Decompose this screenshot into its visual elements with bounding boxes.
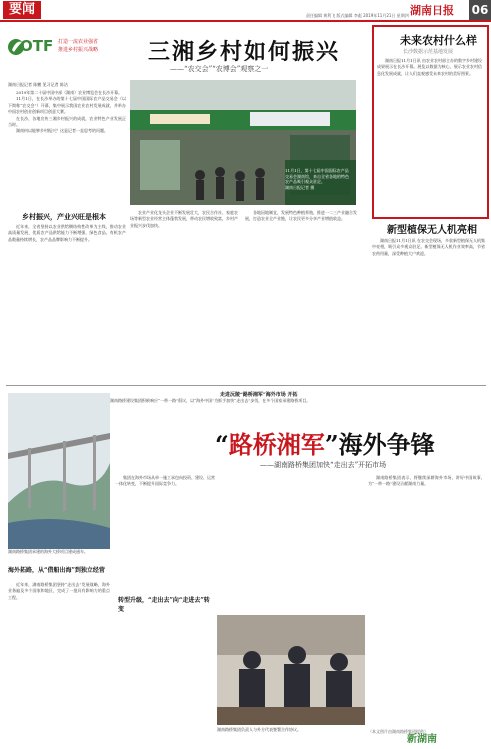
lead-paragraph: 在长沙，各地宣传三湘乡村振兴的成就，农业特色产业发展正当时。 [8, 115, 126, 128]
feature-banner-line-2: 湖南路桥建设集团积极响应“一带一路”倡议，以“海外中国”为抓手加快“走出去”步伐，在多个国家承建路桥项目。 [110, 398, 311, 403]
feature-headline [215, 425, 435, 460]
feature-column-2-text: 集团在海外市场从单一施工承包向投资、建设、运营一体化转变，不断提升国际竞争力。 [115, 475, 215, 487]
feature-column-3 [368, 475, 485, 488]
section-tag: 要闻 [3, 1, 41, 19]
lead-column-1b [8, 224, 126, 243]
lead-paragraph: 2019年第二十届中国中部（湖南）农业博览会在长沙开幕。 [16, 90, 123, 95]
feature-column-3-text: 湖南路桥集团表示，将继续深耕海外市场，讲好中国故事，为“一带一路”建设贡献湖南力量。 [368, 475, 485, 487]
photo-credit: 湖南日报记者 摄 [285, 184, 315, 190]
feature-banner-line-1: 走进沅陵“路桥湘军”海外市场 开拓 [220, 392, 298, 398]
lead-paragraph: 11月1日，在长沙举办的第十七届中国国际农产品交易会（以下简称“农交会”）开幕，集中展示我国农业农村发展成就，并举办中国农村创业创新项目创意大赛。 [8, 96, 126, 115]
date-line: 责任编辑 黄利飞 版式编辑 李彪 2019年11月21日 星期四 [306, 13, 409, 18]
masthead [0, 0, 491, 22]
bridge-photo [8, 393, 110, 549]
lead-byline: 湖南日报记者 陈鹏 见习记者 陈洁 [8, 82, 68, 87]
lead-subsection-heading: 乡村振兴，产业兴旺是根本 [22, 212, 106, 221]
photo-caption-text: 11月1日，第十七届中国国际农产品交易会湖南馆，来自全省各地的特色农产品吸引观众驻足。 [285, 168, 349, 184]
feature-source-note: （本文图片由湖南路桥集团提供） [368, 729, 428, 734]
lead-headline: 三湘乡村如何振兴 [148, 39, 341, 65]
drone-article-title: 新型植保无人机亮相 [387, 225, 477, 236]
feature-headline-rest: ”海外争锋 [324, 430, 435, 459]
lead-paragraph: 湖南何以能够乡村振兴？这是记者一直思考的问题。 [16, 128, 108, 134]
page-number: 06 [469, 0, 491, 20]
section-divider [6, 385, 486, 386]
sidebar-text [377, 58, 482, 77]
feature-subheadline: ——湖南路桥集团加快“走出去”开拓市场 [260, 461, 387, 469]
paper-name: 湖南日报 [410, 4, 454, 17]
lead-column-2-text: 农业产业化龙头企业不断发展壮大，农民合作社、家庭农场等新型农业经营主体蓬勃发展，带动农民增收致富，乡村产业振兴步伐加快。 [130, 210, 238, 228]
signing-ceremony-photo [217, 615, 365, 725]
feature-column-2-heading: 转型升级，“走出去”向“走进去”转变 [118, 597, 210, 613]
sidebar-paragraph: 湖南日报11月1日讯 由农业农村部主办的数字乡村建设成果展示在长沙开幕。展览以数据为核心，展示农业农村信息化发展成就，让人们直观感受未来农村的美好图景。 [377, 58, 482, 76]
signing-photo-caption: 湖南路桥集团负责人与外方代表签署合作协议。 [217, 727, 301, 732]
feature-headline-accent: 路桥湘军 [228, 430, 325, 459]
lead-column-3-text: 各地因地制宜，发展特色种植养殖，推进一二三产业融合发展，打造农业全产业链，让农民更多分享产业增值收益。 [245, 210, 357, 222]
feature-column-1-heading: 海外拓路，从“借船出海”到独立经营 [8, 567, 105, 574]
lead-subheadline: ——“农交会”“农博会”观察之一 [170, 65, 269, 73]
lead-column-2 [130, 210, 238, 229]
feature-column-2 [115, 475, 215, 488]
sidebar-title: 未来农村什么样 [400, 34, 477, 47]
lead-column-1 [8, 90, 126, 135]
feature-headline-open-quote: “ [215, 430, 229, 459]
otf-logo-text: OTF [20, 37, 54, 55]
bridge-photo-caption: 湖南路桥集团承建的海外大桥项目建成通车。 [8, 549, 88, 554]
drone-article-paragraph: 湖南日报11月1日讯 在农交会现场，多款新型植保无人机集中亮相，吸引众多观众驻足。新型植保无人机作业效率高，节省农药用量，深受种植大户欢迎。 [372, 238, 485, 256]
lead-subsection-text: 近年来，全省坚持以农业供给侧结构性改革为主线，推动农业高质量发展，优质农产品供给能力不断增强，绿色食品、有机农产品数量持续增长，农产品品牌影响力不断提升。 [8, 224, 126, 242]
sidebar-subtitle: 长沙数据示范基地发展 [403, 49, 454, 55]
otf-slogan [58, 38, 128, 54]
lead-column-3 [245, 210, 357, 223]
otf-slogan-line-2: 推进乡村振兴战略 [58, 47, 99, 53]
footer-logo: 新湖南 [407, 734, 437, 745]
otf-slogan-line-1: 打造一流农业强省 [58, 39, 99, 45]
exhibition-photo-caption [285, 168, 351, 190]
feature-column-1 [8, 582, 110, 601]
feature-column-1-text: 近年来，湖南路桥集团坚持“走出去”发展战略，海外业务遍及多个国家和地区，完成了一批具有影响力的重点工程。 [8, 582, 110, 600]
drone-article-text [372, 238, 485, 257]
